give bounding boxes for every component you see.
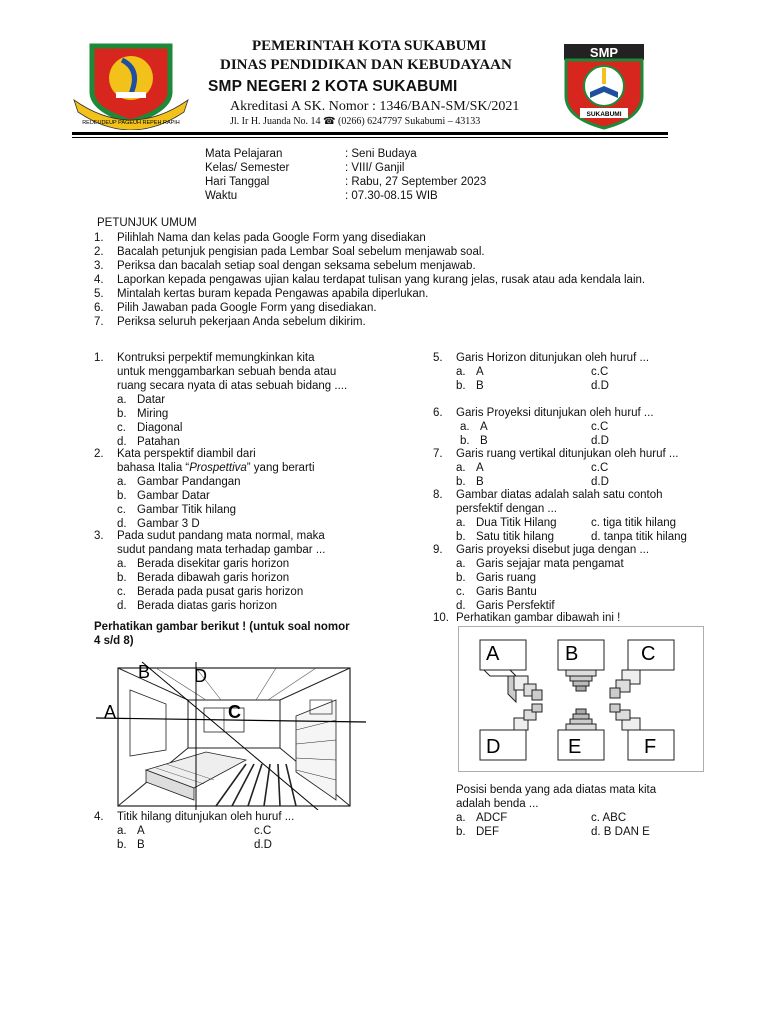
phone-icon: ☎ [323,116,336,127]
option: Gambar Datar [137,490,210,502]
question-10-prompt: Posisi benda yang ada diatas mata kita adalah benda ... [456,784,657,810]
instructions-list [94,231,645,329]
address: Jl. Ir H. Juanda No. 14 ☎ (0266) 6247797 Sukabumi – 43133 [230,116,481,127]
option: Berada disekitar garis horizon [137,558,290,570]
option: Gambar Titik hilang [137,504,237,516]
instruction-item: 5. Mintalah kertas buram kepada Pengawas apabila diperlukan. [94,288,429,300]
info-label-class: Kelas/ Semester [205,162,290,174]
option: c.C [591,366,609,378]
box-label-c: C [641,643,656,665]
right-logo [562,42,646,130]
option: c. ABC [591,812,627,824]
option: d.D [591,435,609,447]
box-label-b: B [565,643,579,665]
option: Datar [137,394,166,406]
room-label-a: A [104,702,117,722]
option: Berada diatas garis horizon [137,600,277,612]
box-label-a: A [486,643,500,665]
question-1: 1. Kontruksi perpektif memungkinkan kita untuk menggambarkan sebuah benda atau ruang secara nyata di atas sebuah bidang .... a. Datar b. Miring c. Diagonal d. Patahan [94,352,348,448]
option: d.D [254,839,272,851]
room-label-d: D [194,666,207,686]
header-line-1: PEMERINTAH KOTA SUKABUMI [252,38,487,54]
question-2: 2. Kata perspektif diambil dari bahasa Italia “Prospettiva” yang berarti a. Gambar Pandangan b. Gambar Datar c. Gambar Titik hilang d. Gambar 3 D [94,448,315,530]
left-logo-motto: REDEUDEUP PAGEUH REPEH RAPIH [82,120,180,126]
option: DEF [476,826,499,838]
option: A [476,462,484,474]
info-value-time: : 07.30-08.15 WIB [345,190,438,202]
option: ADCF [476,812,508,824]
question-10-options: a. ADCF c. ABC b. DEF d. B DAN E [456,812,650,838]
option: c.C [591,421,609,433]
option: Dua Titik Hilang [476,517,557,529]
instruction-item: 3. Periksa dan bacalah setiap soal dengan seksama sebelum menjawab. [94,260,476,272]
info-label-date: Hari Tanggal [205,176,270,188]
info-label-time: Waktu [205,190,238,202]
box-label-d: D [486,736,501,758]
room-label-b: B [138,662,151,682]
instructions-title: PETUNJUK UMUM [97,217,197,229]
question-3: 3. Pada sudut pandang mata normal, maka sudut pandang mata terhadap gambar ... a. Berada disekitar garis horizon b. Berada dibawah garis horizon c. Berada pada pusat garis horizon d. Berada diatas garis horizon [94,530,326,612]
instruction-item: 7. Periksa seluruh pekerjaan Anda sebelum dikirim. [94,316,366,328]
header-rule-thin [72,137,668,138]
option: d. B DAN E [591,826,650,838]
option: c. tiga titik hilang [591,517,677,529]
option: B [137,839,145,851]
question-5: 5. Garis Horizon ditunjukan oleh huruf ... a. A c.C b. B d.D [433,352,650,392]
info-value-class: : VIII/ Ganjil [345,162,405,174]
option: Miring [137,408,169,420]
option: Berada dibawah garis horizon [137,572,290,584]
option: c.C [254,825,272,837]
question-8: 8. Gambar diatas adalah salah satu contoh persfektif dengan ... a. Dua Titik Hilang c. tiga titik hilang b. Satu titik hilang d. tanpa titik hilang [433,489,687,543]
box-label-f: F [644,736,657,758]
question-6: 6. Garis Proyeksi ditunjukan oleh huruf ... a. A c.C b. B d.D [433,407,654,447]
option: A [480,421,488,433]
instruction-item: 6. Pilih Jawaban pada Google Form yang disediakan. [94,302,377,314]
right-logo-label: SUKABUMI [586,111,622,118]
option: c.C [591,462,609,474]
info-label-subject: Mata Pelajaran [205,148,283,160]
question-7: 7. Garis ruang vertikal ditunjukan oleh huruf ... a. A c.C b. B d.D [433,448,679,488]
accreditation: Akreditasi A SK. Nomor : 1346/BAN-SM/SK/2021 [230,99,520,114]
option: A [476,366,484,378]
option: Gambar Pandangan [137,476,241,488]
question-9: 9. Garis proyeksi disebut juga dengan ... a. Garis sejajar mata pengamat b. Garis ruang c. Garis Bantu d. Garis Persfektif [433,544,650,612]
question-4: 4. Titik hilang ditunjukan oleh huruf ... a. A c.C b. B d.D [94,811,295,851]
option: A [137,825,145,837]
header-rule-thick [72,132,668,135]
option: Garis Bantu [476,586,537,598]
left-logo [72,40,190,130]
boxes-perspective-figure [458,626,704,772]
box-label-e: E [568,736,582,758]
question-10: 10. Perhatikan gambar dibawah ini ! [433,612,621,624]
option: Patahan [137,436,180,448]
option: d.D [591,380,609,392]
option: Garis ruang [476,572,537,584]
option: Diagonal [137,422,183,434]
option: d. tanpa titik hilang [591,531,687,543]
info-value-subject: : Seni Budaya [345,148,417,160]
instruction-item: 2. Bacalah petunjuk pengisian pada Lembar Soal sebelum menjawab soal. [94,246,485,258]
instruction-item: 1. Pilihlah Nama dan kelas pada Google Form yang disediakan [94,232,426,244]
option: B [480,435,488,447]
option: B [476,476,484,488]
option: Garis sejajar mata pengamat [476,558,624,570]
header-line-2: DINAS PENDIDIKAN DAN KEBUDAYAAN [220,57,512,73]
right-logo-title: SMP [589,45,619,60]
option: Satu titik hilang [476,531,554,543]
header-line-3: SMP NEGERI 2 KOTA SUKABUMI [208,78,458,95]
figure-instruction: Perhatikan gambar berikut ! (untuk soal nomor 4 s/d 8) [94,621,350,647]
info-value-date: : Rabu, 27 September 2023 [345,176,487,188]
room-perspective-figure [96,660,366,810]
option: Gambar 3 D [137,518,200,530]
option: Garis Persfektif [476,600,555,612]
option: B [476,380,484,392]
option: Berada pada pusat garis horizon [137,586,304,598]
room-label-c: C [228,702,241,722]
instruction-item: 4. Laporkan kepada pengawas ujian kalau terdapat tulisan yang kurang jelas, rusak atau ada kendala lain. [94,274,646,286]
option: d.D [591,476,609,488]
